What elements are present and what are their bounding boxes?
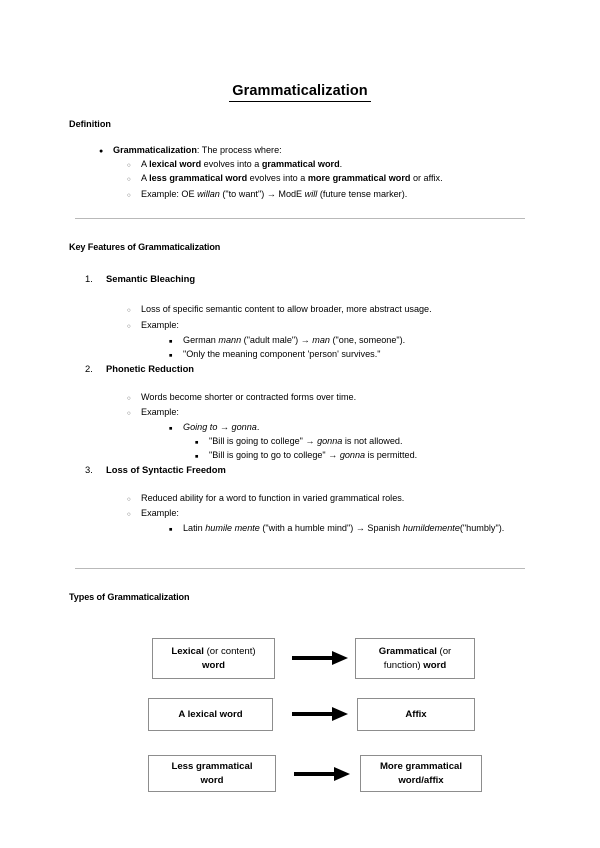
bullet-circle-icon <box>127 507 131 521</box>
definition-subitem-1-b1: less grammatical word <box>149 173 248 183</box>
feature-2-subexample-0 <box>209 435 403 448</box>
definition-subitem-0-b1: lexical word <box>149 159 202 169</box>
feature-3-example-label: Example: <box>141 508 179 518</box>
definition-subitem-1-b2: more grammatical word <box>307 173 411 183</box>
feature-2-subexample-1 <box>209 449 417 462</box>
definition-item-0 <box>113 144 282 157</box>
page-title-text: Grammaticalization <box>229 83 371 102</box>
diagram-row-1-left-label <box>171 645 255 672</box>
feature-2-subexample-1-post: is permitted. <box>365 450 418 460</box>
bullet-circle-icon <box>127 406 131 420</box>
arrow-right-icon-row-2 <box>290 704 350 724</box>
definition-example-mid: ("to want") → ModE <box>219 189 305 199</box>
section-divider <box>75 568 525 569</box>
feature-3-number: 3. <box>85 464 93 475</box>
feature-1-example-0-i2: man <box>312 335 330 345</box>
feature-1-example-0 <box>183 334 405 347</box>
diagram-row-1-left-b2: word <box>202 659 225 671</box>
feature-1-example-0-i1: mann <box>218 335 242 345</box>
definition-subitem-1 <box>141 172 443 185</box>
feature-2-subexample-1-pre: "Bill is going to go to college" → <box>209 450 340 460</box>
definition-item-0-rest: : The process where: <box>196 145 282 155</box>
feature-2-example-label: Example: <box>141 407 179 417</box>
feature-2-subexample-0-i1: gonna <box>317 436 343 446</box>
definition-subitem-0 <box>141 158 342 171</box>
bullet-square-icon <box>169 334 172 349</box>
section-heading-definition: Definition <box>69 119 111 129</box>
feature-1-example-1: "Only the meaning component 'person' survives." <box>183 349 381 359</box>
definition-example-post: (future tense marker). <box>317 189 408 199</box>
definition-subitem-0-post: . <box>339 159 343 169</box>
feature-2-subexample-0-post: is not allowed. <box>342 436 403 446</box>
definition-item-0-lead: Grammaticalization <box>113 145 197 155</box>
diagram-row-3-left-label <box>171 760 252 787</box>
bullet-square-icon <box>169 522 172 537</box>
diagram-row-3-right-box <box>360 755 482 792</box>
definition-example-pre: Example: OE <box>141 189 198 199</box>
arrow-right-icon-row-3 <box>292 764 352 784</box>
bullet-circle-icon <box>127 319 131 333</box>
feature-3-example-0-mid: ("with a humble mind") → Spanish <box>259 523 403 533</box>
bullet-circle-icon <box>127 391 131 405</box>
feature-1-example-0-pre: German <box>183 335 219 345</box>
feature-3-example-0-pre: Latin <box>183 523 206 533</box>
feature-2-number: 2. <box>85 363 93 374</box>
feature-2-example-0-i1: Going to <box>183 422 218 432</box>
feature-1-example-0-post: ("one, someone"). <box>330 335 406 345</box>
bullet-circle-icon <box>127 303 131 317</box>
feature-2-subexample-1-i1: gonna <box>339 450 366 460</box>
diagram-row-1-right-n1: (or <box>436 646 452 657</box>
diagram-row-1-right-b2: word <box>423 659 447 671</box>
diagram-row-2-left-box <box>148 698 273 731</box>
diagram-row-3-left-b2: word <box>200 774 224 786</box>
feature-1-number: 1. <box>85 273 93 284</box>
diagram-row-2-right-box <box>357 698 475 731</box>
diagram-row-3-right-b1: More grammatical <box>379 761 463 772</box>
diagram-row-1-left-n1: (or content) <box>203 646 256 657</box>
bullet-disc-icon <box>99 144 103 158</box>
feature-2-example-0 <box>183 421 259 434</box>
diagram-row-1-right-box <box>355 638 475 679</box>
bullet-square-icon <box>169 348 172 363</box>
section-heading-types: Types of Grammaticalization <box>69 592 190 602</box>
definition-subitem-1-mid: evolves into a <box>247 173 308 183</box>
bullet-circle-icon <box>127 492 131 506</box>
diagram-row-2-right-label: Affix <box>405 708 427 720</box>
page-title <box>0 0 600 99</box>
feature-1-description: Loss of specific semantic content to allow broader, more abstract usage. <box>141 304 432 314</box>
diagram-row-1-right-n2: function) <box>383 659 424 671</box>
feature-3-example-0 <box>183 522 528 535</box>
feature-3-description: Reduced ability for a word to function in varied grammatical roles. <box>141 493 405 503</box>
section-heading-key-features: Key Features of Grammaticalization <box>69 242 221 252</box>
feature-1-example-0-mid: ("adult male") → <box>241 335 313 345</box>
definition-subitem-1-post: or affix. <box>410 173 443 183</box>
definition-subitem-0-pre: A <box>141 159 150 169</box>
feature-1-example-label: Example: <box>141 320 179 330</box>
definition-example <box>141 188 407 201</box>
definition-subitem-0-mid: evolves into a <box>201 159 262 169</box>
diagram-row-3-right-label <box>380 760 462 787</box>
bullet-circle-icon <box>127 172 131 186</box>
diagram-row-1-left-b1: Lexical <box>171 646 204 657</box>
feature-2-example-0-mid: → <box>217 422 232 432</box>
bullet-circle-icon <box>127 158 131 172</box>
feature-3-example-0-i1: humile mente <box>205 523 260 533</box>
feature-2-subexample-0-pre: "Bill is going to college" → <box>209 436 318 446</box>
feature-1-title: Semantic Bleaching <box>106 273 196 284</box>
diagram-row-2-left-label: A lexical word <box>178 708 243 720</box>
definition-subitem-1-pre: A <box>141 173 150 183</box>
feature-3-example-0-line2: ("humbly"). <box>459 523 505 533</box>
arrow-right-icon-row-1 <box>290 648 350 668</box>
diagram-row-1-right-label <box>379 645 452 672</box>
definition-example-i2: will <box>304 189 318 199</box>
bullet-square-icon <box>169 421 172 436</box>
diagram-row-3-right-b2: word/affix <box>398 774 444 786</box>
bullet-square-icon <box>195 449 198 464</box>
section-divider <box>75 218 525 219</box>
feature-2-description: Words become shorter or contracted forms over time. <box>141 392 357 402</box>
feature-3-example-0-i2: humildemente <box>402 523 460 533</box>
bullet-square-icon <box>195 435 198 450</box>
diagram-row-1-right-b1: Grammatical <box>378 646 437 657</box>
feature-2-title: Phonetic Reduction <box>106 363 195 374</box>
definition-subitem-0-b2: grammatical word <box>261 159 340 169</box>
feature-2-example-0-post: . <box>256 422 260 432</box>
diagram-row-3-left-b1: Less grammatical <box>171 761 253 772</box>
definition-example-i1: willan <box>197 189 220 199</box>
bullet-circle-icon <box>127 188 131 202</box>
feature-2-example-0-i2: gonna <box>231 422 257 432</box>
diagram-row-3-left-box <box>148 755 276 792</box>
feature-3-title: Loss of Syntactic Freedom <box>106 464 226 475</box>
diagram-row-1-left-box <box>152 638 275 679</box>
